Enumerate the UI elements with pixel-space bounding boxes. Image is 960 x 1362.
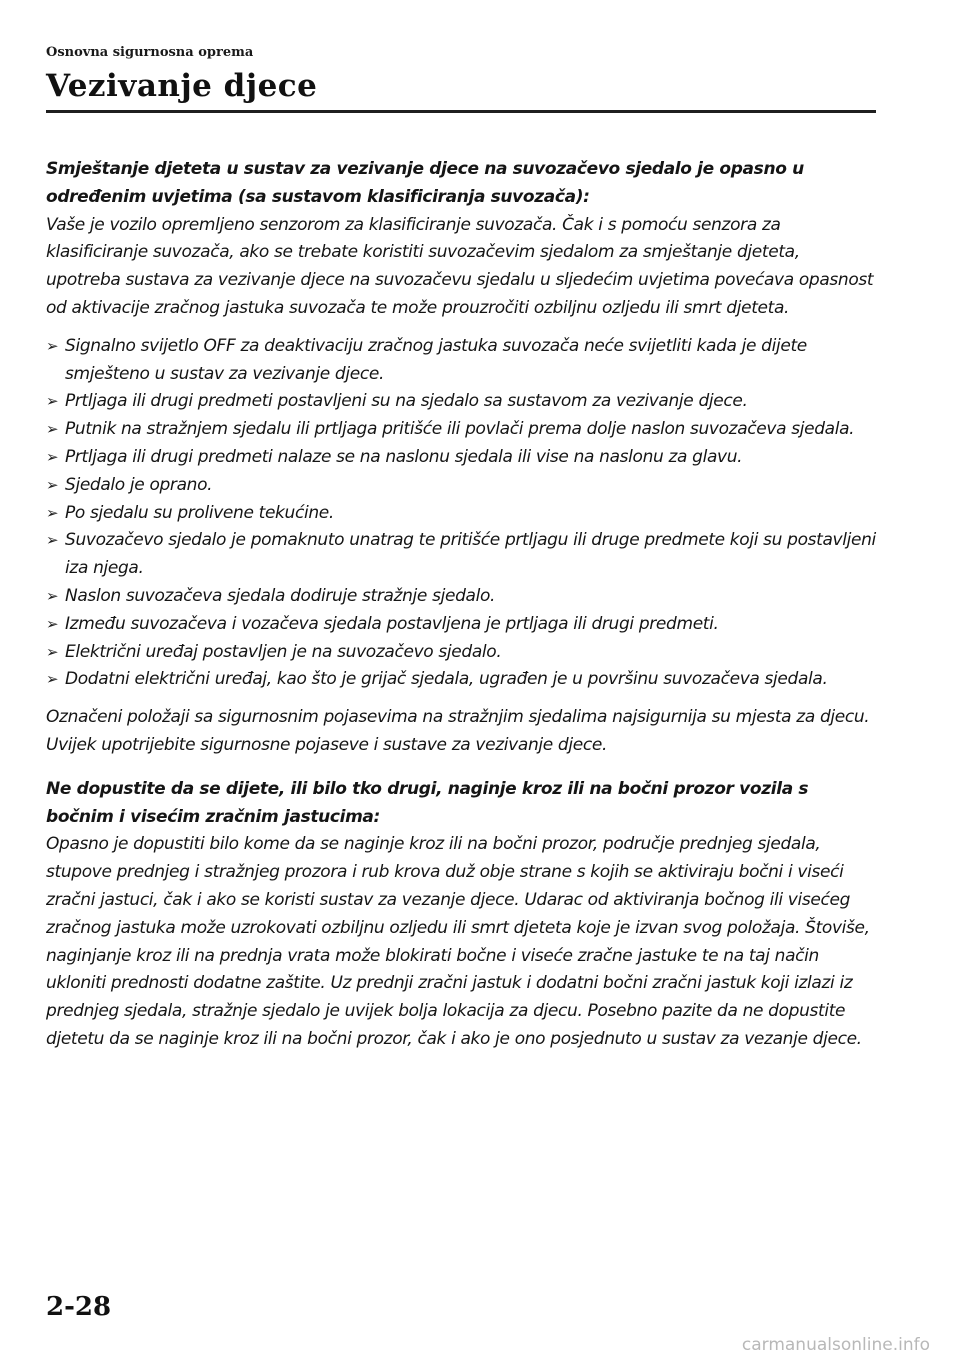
condition-text: Suvozačevo sjedalo je pomaknuto unatrag te pritišće prtljagu ili druge predmete koji su postavljeni iza njega. [65,530,876,579]
condition-text: Dodatni električni uređaj, kao što je grijač sjedala, ugrađen je u površinu suvozačeva sjedala. [65,669,828,690]
condition-text: Sjedalo je oprano. [65,474,213,495]
warning-body: Vaše je vozilo opremljeno senzorom za klasificiranje suvozača. Čak i s pomoću senzora za klasificiranje suvozača, ako se trebate koristiti suvozačevim sjedalom za smještanje djeteta, upotreba sustava za vezivanje djece na suvozačevu sjedalu u sljedećim uvjetima povećava opasnost od aktivacije zračnog jastuka suvozača te može prouzročiti ozbiljnu ozljedu ili smrt djeteta. [46,214,874,318]
spacer [46,323,876,333]
condition-list-item [46,611,876,639]
arrow-bullet-icon: ➢ [46,642,59,661]
condition-text: Po sjedalu su prolivene tekućine. [65,502,334,523]
condition-text: Između suvozačeva i vozačeva sjedala postavljena je prtljaga ili drugi predmeti. [65,613,719,634]
condition-list-item [46,500,876,528]
condition-list-item [46,333,876,389]
condition-text: Putnik na stražnjem sjedalu ili prtljaga pritišće ili povlači prema dolje naslon suvozačeva sjedala. [65,419,855,440]
arrow-bullet-icon: ➢ [46,586,59,605]
arrow-bullet-icon: ➢ [46,670,59,689]
closing-paragraph: Označeni položaji sa sigurnosnim pojasevima na stražnjim sjedalima najsigurnija su mjesta za djecu. Uvijek upotrijebite sigurnosne pojaseve i sustave za vezivanje djece. [46,707,870,755]
spacer [46,694,876,704]
arrow-bullet-icon: ➢ [46,336,59,355]
condition-list-item [46,472,876,500]
condition-list-item [46,444,876,472]
page-header [46,44,876,108]
condition-list [46,333,876,694]
arrow-bullet-icon: ➢ [46,531,59,550]
spacer [46,760,876,776]
page-number: 2-28 [46,1292,112,1322]
condition-list-item [46,583,876,611]
warning-heading-2: Ne dopustite da se dijete, ili bilo tko drugi, naginje kroz ili na bočni prozor vozila s bočnim i visećim zračnim jastucima: [46,778,809,827]
arrow-bullet-icon: ➢ [46,503,59,522]
warning-heading: Smještanje djeteta u sustav za vezivanje djece na suvozačevo sjedalo je opasno u određenim uvjetima (sa sustavom klasificiranja suvozača): [46,159,804,207]
condition-list-item [46,639,876,667]
condition-text: Signalno svijetlo OFF za deaktivaciju zračnog jastuka suvozača neće svijetliti kada je dijete smješteno u sustav za vezivanje djece. [65,335,807,384]
arrow-bullet-icon: ➢ [46,420,59,439]
condition-text: Prtljaga ili drugi predmeti postavljeni su na sjedalo sa sustavom za vezivanje djece. [65,391,748,412]
arrow-bullet-icon: ➢ [46,475,59,494]
watermark: carmanualsonline.info [741,1335,930,1355]
condition-text: Prtljaga ili drugi predmeti nalaze se na naslonu sjedala ili vise na naslonu za glavu. [65,446,743,467]
warning-body-2: Opasno je dopustiti bilo kome da se naginje kroz ili na bočni prozor, područje prednjeg sjedala, stupove prednjeg i stražnjeg prozora i rub krova duž obje strane s kojih se aktiviraju bočni i viseći zračni jastuci, čak i ako se koristi sustav za vezanje djece. Udarac od aktiviranja bočnog ili visećeg zračnog jastuka može uzrokovati ozbiljnu ozljedu ili smrt djeteta koje je izvan svog položaja. Štoviše, naginjanje kroz ili na prednja vrata može blokirati bočne i viseće zračne jastuke te na taj način ukloniti prednosti dodatne zaštite. Uz prednji zračni jastuk i dodatni bočni zračni jastuk koji izlazi iz prednjeg sjedala, stražnje sjedalo je uvijek bolja lokacija za djecu. Posebno pazite da ne dopustite djetetu da se naginje kroz ili na bočni prozor, čak i ako je ono posjednuto u sustav za vezanje djece. [46,834,870,1049]
condition-list-item [46,527,876,583]
arrow-bullet-icon: ➢ [46,614,59,633]
page-content [46,156,876,1054]
condition-list-item [46,666,876,694]
condition-list-item [46,416,876,444]
condition-text: Električni uređaj postavljen je na suvozačevo sjedalo. [65,641,502,662]
section-label: Osnovna sigurnosna oprema [46,45,254,60]
arrow-bullet-icon: ➢ [46,392,59,411]
header-divider [46,110,876,113]
page-title: Vezivanje djece [46,68,318,104]
condition-text: Naslon suvozačeva sjedala dodiruje stražnje sjedalo. [65,585,496,606]
arrow-bullet-icon: ➢ [46,447,59,466]
condition-list-item [46,388,876,416]
